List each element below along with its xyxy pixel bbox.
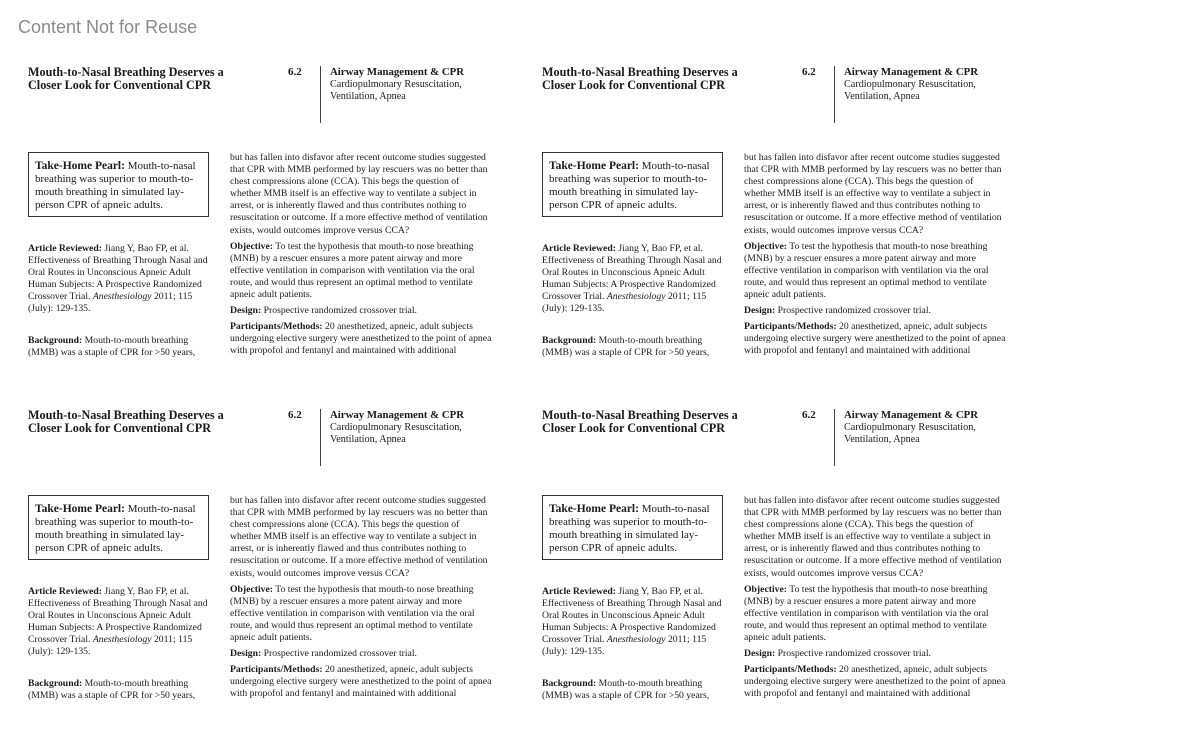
topic-keywords: Cardiopulmonary Resuscitation, Ventilation, Apnea (330, 421, 462, 445)
objective-text: To test the hypothesis that mouth-to nose breathing (MNB) by a rescuer ensures a more patent airway and more effective ventilation in comparison with ventilation via the oral route, and would thus represent an optimal method to ventilate apneic adult patients. (744, 240, 989, 301)
topic-block (330, 66, 510, 104)
objective-section (744, 241, 1006, 301)
card-title: Mouth-to-Nasal Breathing Deserves a Closer Look for Conventional CPR (542, 408, 738, 435)
methods-section (230, 664, 492, 700)
background-text: Mouth-to-mouth breathing (MMB) was a staple of CPR for >50 years, (28, 335, 196, 359)
objective-label: Objective: (744, 583, 788, 595)
methods-label: Participants/Methods: (230, 321, 323, 333)
take-home-pearl-box (542, 495, 723, 560)
reviewed-journal: Anesthesiology (606, 634, 666, 646)
summary-card-4 (542, 409, 1032, 719)
divider (320, 409, 321, 466)
article-reviewed (28, 243, 213, 316)
topic-heading: Airway Management & CPR (844, 409, 979, 421)
methods-text: 20 anesthetized, apneic, adult subjects undergoing elective surgery were anesthetized to the point of apnea with propofol and fentanyl and maintained with additional (230, 321, 492, 357)
reviewed-tail: 2011; 115 (July): 129-135. (542, 291, 707, 315)
background-label: Background: (542, 335, 597, 346)
topic-block (844, 66, 1024, 104)
summary-card-1 (28, 66, 518, 376)
reviewed-tail: 2011; 115 (July): 129-135. (28, 634, 193, 658)
body-column (230, 495, 492, 705)
objective-label: Objective: (230, 583, 274, 595)
design-label: Design: (230, 305, 262, 317)
reviewed-label: Article Reviewed: (28, 243, 102, 254)
reviewed-journal: Anesthesiology (606, 291, 666, 303)
reviewed-label: Article Reviewed: (542, 586, 616, 597)
chapter-number: 6.2 (802, 409, 816, 421)
methods-label: Participants/Methods: (744, 664, 837, 676)
background-label: Background: (542, 678, 597, 689)
body-column (230, 152, 492, 362)
background-section (542, 335, 727, 359)
reviewed-text: Jiang Y, Bao FP, et al. Effectiveness of Breathing Through Nasal and Oral Routes in Unconscious Apneic Adult Human Subjects: A Prospective Randomized Crossover Trial. (542, 243, 722, 303)
objective-section (230, 584, 492, 644)
card-title: Mouth-to-Nasal Breathing Deserves a Closer Look for Conventional CPR (28, 65, 224, 92)
objective-label: Objective: (230, 240, 274, 252)
take-home-pearl-box (542, 152, 723, 217)
design-section (744, 305, 1006, 317)
pearl-label: Take-Home Pearl: (35, 503, 125, 515)
reviewed-label: Article Reviewed: (542, 243, 616, 254)
methods-text: 20 anesthetized, apneic, adult subjects undergoing elective surgery were anesthetized to the point of apnea with propofol and fentanyl and maintained with additional (744, 664, 1006, 700)
pearl-text: Mouth-to-nasal breathing was superior to mouth-to-mouth breathing in simulated lay-person CPR of apneic adults. (35, 503, 196, 554)
methods-section (744, 321, 1006, 357)
card-title: Mouth-to-Nasal Breathing Deserves a Closer Look for Conventional CPR (28, 408, 224, 435)
take-home-pearl-box (28, 152, 209, 217)
chapter-number: 6.2 (288, 409, 302, 421)
pearl-label: Take-Home Pearl: (549, 503, 639, 515)
objective-section (230, 241, 492, 301)
background-label: Background: (28, 335, 83, 346)
reviewed-text: Jiang Y, Bao FP, et al. Effectiveness of Breathing Through Nasal and Oral Routes in Unconscious Apneic Adult Human Subjects: A Prospective Randomized Crossover Trial. (28, 243, 208, 303)
design-section (230, 648, 492, 660)
body-column (744, 152, 1006, 362)
objective-text: To test the hypothesis that mouth-to nose breathing (MNB) by a rescuer ensures a more patent airway and more effective ventilation in comparison with ventilation via the oral route, and would thus represent an optimal method to ventilate apneic adult patients. (230, 240, 475, 301)
reviewed-tail: 2011; 115 (July): 129-135. (542, 634, 707, 658)
reviewed-tail: 2011; 115 (July): 129-135. (28, 291, 193, 315)
article-reviewed (542, 586, 727, 659)
chapter-number: 6.2 (288, 66, 302, 78)
background-section (542, 678, 727, 702)
pearl-text: Mouth-to-nasal breathing was superior to mouth-to-mouth breathing in simulated lay-person CPR of apneic adults. (549, 503, 710, 554)
body-column (744, 495, 1006, 705)
design-label: Design: (744, 648, 776, 660)
design-label: Design: (744, 305, 776, 317)
design-text: Prospective randomized crossover trial. (775, 305, 931, 317)
continuation-text: but has fallen into disfavor after recent outcome studies suggested that CPR with MMB performed by lay rescuers was no better than chest compressions alone (CCA). This begs the question of whether MMB itself is an effective way to ventilate a subject in arrest, or is inherently flawed and thus contributes nothing to resuscitation or outcome. If a more effective method of ventilation exists, would outcomes improve versus CCA? (744, 152, 1002, 236)
objective-text: To test the hypothesis that mouth-to nose breathing (MNB) by a rescuer ensures a more patent airway and more effective ventilation in comparison with ventilation via the oral route, and would thus represent an optimal method to ventilate apneic adult patients. (230, 583, 475, 644)
topic-keywords: Cardiopulmonary Resuscitation, Ventilation, Apnea (844, 421, 976, 445)
reviewed-text: Jiang Y, Bao FP, et al. Effectiveness of Breathing Through Nasal and Oral Routes in Unconscious Apneic Adult Human Subjects: A Prospective Randomized Crossover Trial. (28, 586, 208, 646)
design-text: Prospective randomized crossover trial. (261, 305, 417, 317)
topic-keywords: Cardiopulmonary Resuscitation, Ventilation, Apnea (844, 78, 976, 102)
divider (834, 409, 835, 466)
background-section (28, 335, 213, 359)
take-home-pearl-box (28, 495, 209, 560)
methods-section (230, 321, 492, 357)
methods-label: Participants/Methods: (230, 664, 323, 676)
divider (320, 66, 321, 123)
pearl-label: Take-Home Pearl: (35, 160, 125, 172)
reviewed-journal: Anesthesiology (92, 634, 152, 646)
design-label: Design: (230, 648, 262, 660)
topic-keywords: Cardiopulmonary Resuscitation, Ventilation, Apnea (330, 78, 462, 102)
background-text: Mouth-to-mouth breathing (MMB) was a staple of CPR for >50 years, (28, 678, 196, 702)
continuation-text: but has fallen into disfavor after recent outcome studies suggested that CPR with MMB performed by lay rescuers was no better than chest compressions alone (CCA). This begs the question of whether MMB itself is an effective way to ventilate a subject in arrest, or is inherently flawed and thus contributes nothing to resuscitation or outcome. If a more effective method of ventilation exists, would outcomes improve versus CCA? (230, 152, 488, 236)
watermark-text: Content Not for Reuse (18, 17, 198, 37)
design-section (744, 648, 1006, 660)
background-label: Background: (28, 678, 83, 689)
topic-block (844, 409, 1024, 447)
card-title: Mouth-to-Nasal Breathing Deserves a Closer Look for Conventional CPR (542, 65, 738, 92)
divider (834, 66, 835, 123)
pearl-text: Mouth-to-nasal breathing was superior to mouth-to-mouth breathing in simulated lay-person CPR of apneic adults. (549, 160, 710, 211)
reviewed-label: Article Reviewed: (28, 586, 102, 597)
background-text: Mouth-to-mouth breathing (MMB) was a staple of CPR for >50 years, (542, 678, 710, 702)
background-text: Mouth-to-mouth breathing (MMB) was a staple of CPR for >50 years, (542, 335, 710, 359)
article-reviewed (542, 243, 727, 316)
methods-text: 20 anesthetized, apneic, adult subjects undergoing elective surgery were anesthetized to the point of apnea with propofol and fentanyl and maintained with additional (230, 664, 492, 700)
methods-label: Participants/Methods: (744, 321, 837, 333)
topic-block (330, 409, 510, 447)
pearl-text: Mouth-to-nasal breathing was superior to mouth-to-mouth breathing in simulated lay-person CPR of apneic adults. (35, 160, 196, 211)
pearl-label: Take-Home Pearl: (549, 160, 639, 172)
summary-card-3 (28, 409, 518, 719)
background-section (28, 678, 213, 702)
article-reviewed (28, 586, 213, 659)
continuation-text: but has fallen into disfavor after recent outcome studies suggested that CPR with MMB performed by lay rescuers was no better than chest compressions alone (CCA). This begs the question of whether MMB itself is an effective way to ventilate a subject in arrest, or is inherently flawed and thus contributes nothing to resuscitation or outcome. If a more effective method of ventilation exists, would outcomes improve versus CCA? (744, 495, 1002, 579)
objective-text: To test the hypothesis that mouth-to nose breathing (MNB) by a rescuer ensures a more patent airway and more effective ventilation in comparison with ventilation via the oral route, and would thus represent an optimal method to ventilate apneic adult patients. (744, 583, 989, 644)
design-text: Prospective randomized crossover trial. (775, 648, 931, 660)
topic-heading: Airway Management & CPR (330, 66, 465, 78)
objective-label: Objective: (744, 240, 788, 252)
summary-card-2 (542, 66, 1032, 376)
objective-section (744, 584, 1006, 644)
methods-text: 20 anesthetized, apneic, adult subjects undergoing elective surgery were anesthetized to the point of apnea with propofol and fentanyl and maintained with additional (744, 321, 1006, 357)
topic-heading: Airway Management & CPR (844, 66, 979, 78)
continuation-text: but has fallen into disfavor after recent outcome studies suggested that CPR with MMB performed by lay rescuers was no better than chest compressions alone (CCA). This begs the question of whether MMB itself is an effective way to ventilate a subject in arrest, or is inherently flawed and thus contributes nothing to resuscitation or outcome. If a more effective method of ventilation exists, would outcomes improve versus CCA? (230, 495, 488, 579)
reviewed-journal: Anesthesiology (92, 291, 152, 303)
design-section (230, 305, 492, 317)
methods-section (744, 664, 1006, 700)
reviewed-text: Jiang Y, Bao FP, et al. Effectiveness of Breathing Through Nasal and Oral Routes in Unconscious Apneic Adult Human Subjects: A Prospective Randomized Crossover Trial. (542, 586, 722, 646)
topic-heading: Airway Management & CPR (330, 409, 465, 421)
design-text: Prospective randomized crossover trial. (261, 648, 417, 660)
chapter-number: 6.2 (802, 66, 816, 78)
